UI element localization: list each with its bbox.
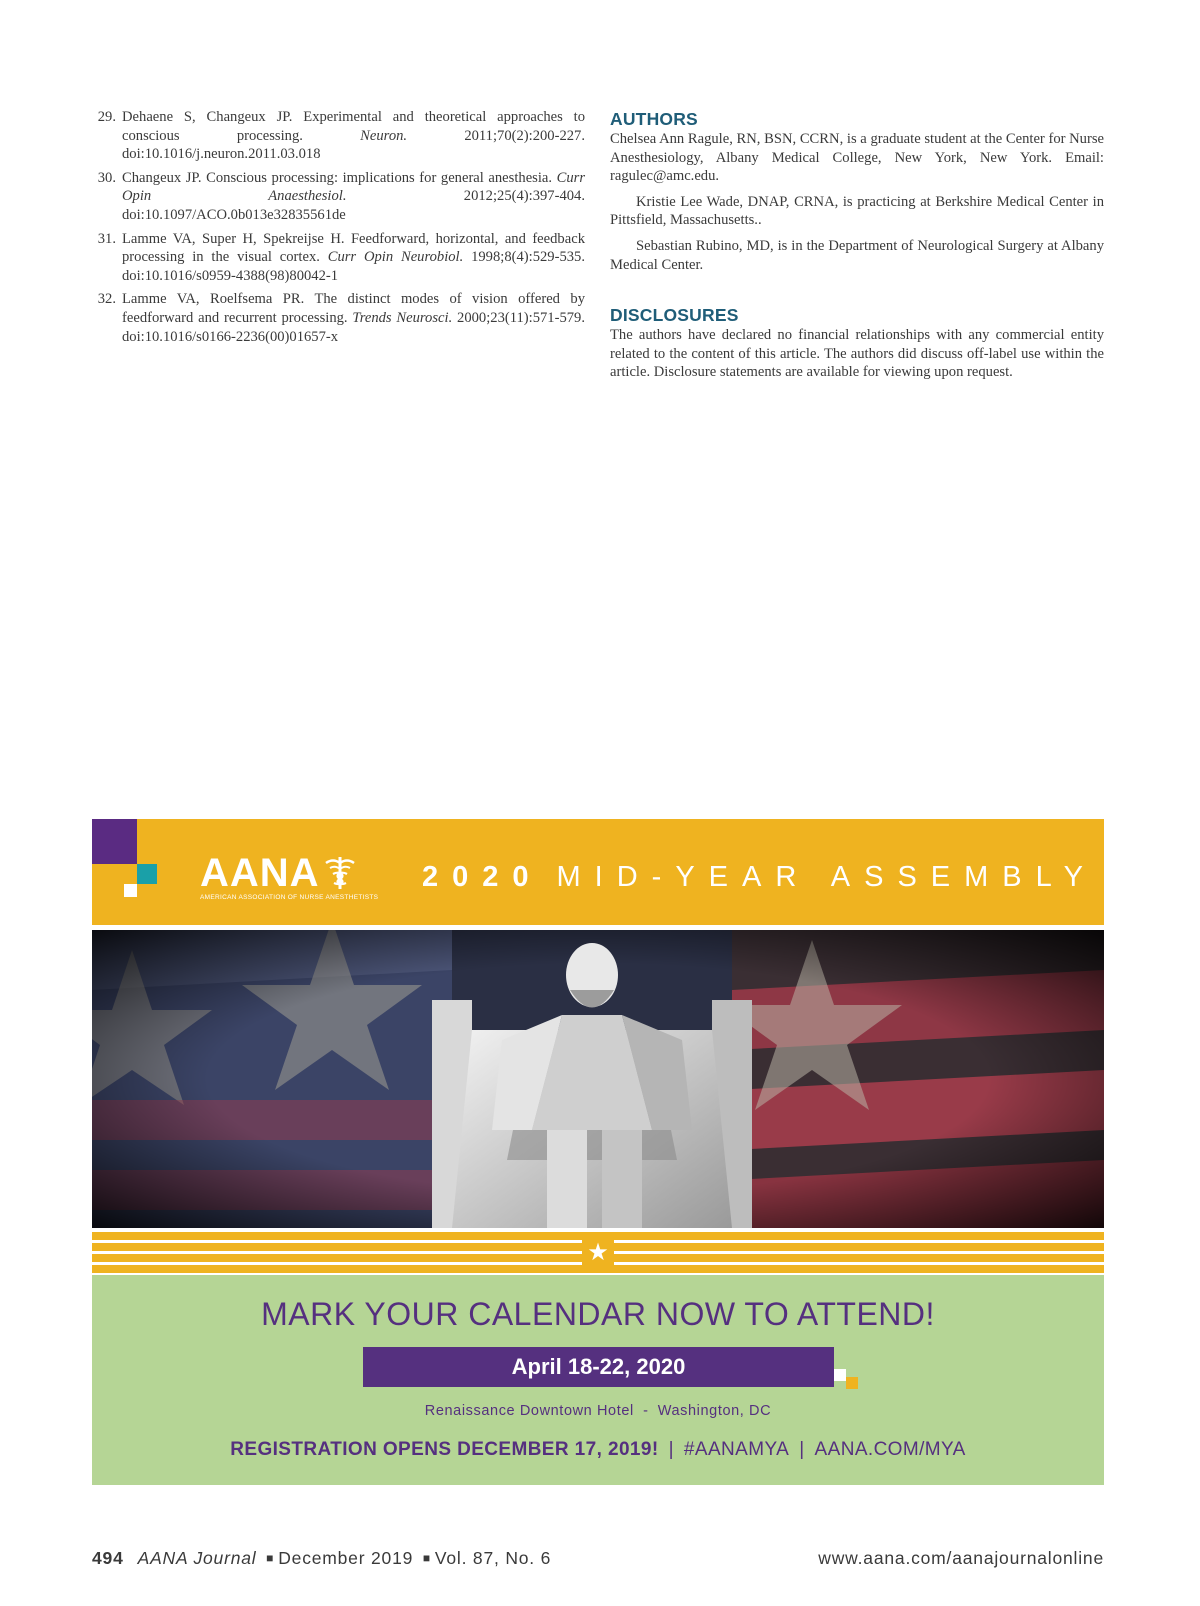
reference-text: Dehaene S, Changeux JP. Experimental and theoretical approaches to conscious processing. Neuron. 2011;70(2):200-227. doi:10.1016/j.neuron.2011.03.018 [122,109,585,163]
event-venue: Renaissance Downtown Hotel - Washington, DC [424,1403,772,1419]
registration-link[interactable]: AANA.COM/MYA [814,1439,966,1460]
call-to-action-headline: MARK YOUR CALENDAR NOW TO ATTEND! [261,1296,935,1332]
logo-subtitle: AMERICAN ASSOCIATION OF NURSE ANESTHETISTS [200,894,379,901]
page-footer [92,1548,1104,1569]
reference-list [92,108,585,351]
aana-logo [200,851,379,901]
issue-date: December 2019 [278,1548,414,1568]
reference-item [92,290,585,346]
ad-info-panel [92,1275,1104,1485]
logo-wordmark: AANA [200,851,320,895]
event-year: 2020 [422,861,543,893]
decorative-square [137,864,157,884]
separator: | [668,1439,674,1460]
reference-item [92,230,585,286]
author-bio: Chelsea Ann Ragule, RN, BSN, CCRN, is a graduate student at the Center for Nurse Anesthesiology, Albany Medical College, New York, New York. Email: ragulec@amc.edu. [610,131,1104,185]
reference-number: 32. [97,291,116,308]
lincoln-memorial-photo [92,930,1104,1228]
event-title [422,861,1097,894]
reference-journal: Curr Opin Anaesthesiol. [122,169,585,205]
reference-journal: Neuron. [360,127,408,144]
issue-volume: Vol. 87, No. 6 [434,1548,552,1568]
reference-number: 30. [97,169,116,186]
author-info-column [610,108,1104,382]
separator: | [799,1439,805,1460]
reference-item [92,108,585,164]
decorative-square [124,884,137,897]
reference-journal: Trends Neurosci. [352,309,453,326]
reference-journal: Curr Opin Neurobiol. [327,249,464,266]
reference-item [92,169,585,225]
caduceus-icon [322,855,358,891]
authors-heading: AUTHORS [610,109,698,129]
event-hashtag: #AANAMYA [683,1439,790,1460]
event-dates: April 18-22, 2020 [363,1347,834,1387]
reference-text: Changeux JP. Conscious processing: implications for general anesthesia. Curr Opin Anaesthesiol. 2012;25(4):397-404. doi:10.1097/ACO.0b013e32835561de [122,169,585,223]
star-icon: ★ [582,1238,614,1267]
author-bio: Kristie Lee Wade, DNAP, CRNA, is practicing at Berkshire Medical Center in Pittsfield, Massachusetts.. [610,193,1104,229]
journal-name: AANA Journal [137,1548,257,1568]
reference-number: 29. [97,109,116,125]
reference-number: 31. [97,230,116,247]
registration-notice: REGISTRATION OPENS DECEMBER 17, 2019! [230,1439,659,1460]
registration-line [92,1439,1104,1461]
ad-stripe-band [92,1232,1104,1273]
decorative-square [846,1377,858,1389]
disclosures-text: The authors have declared no financial relationships with any commercial entity related to the content of this article. The authors did discuss off-label use within the article. Disclosure statements are available for viewing upon request. [610,327,1104,381]
disclosures-heading: DISCLOSURES [610,305,739,326]
reference-text: Lamme VA, Super H, Spekreijse H. Feedforward, horizontal, and feedback processing in the visual cortex. Curr Opin Neurobiol. 1998;8(4):529-535. doi:10.1016/s0959-4388(98)80042-1 [122,230,585,284]
bullet-separator: ■ [422,1551,431,1565]
reference-text: Lamme VA, Roelfsema PR. The distinct modes of vision offered by feedforward and recurrent processing. Trends Neurosci. 2000;23(11):571-579. doi:10.1016/s0166-2236(00)01657-x [122,291,585,345]
decorative-square [834,1369,846,1381]
page-number: 494 [92,1548,124,1568]
bullet-separator: ■ [266,1551,275,1565]
author-bio: Sebastian Rubino, MD, is in the Department of Neurological Surgery at Albany Medical Center. [610,237,1104,273]
decorative-square [92,819,137,864]
ad-header-band [92,819,1104,925]
journal-url[interactable]: www.aana.com/aanajournalonline [818,1548,1104,1568]
event-name: MID-YEAR ASSEMBLY [556,861,1097,893]
aana-assembly-advertisement [92,819,1104,1485]
